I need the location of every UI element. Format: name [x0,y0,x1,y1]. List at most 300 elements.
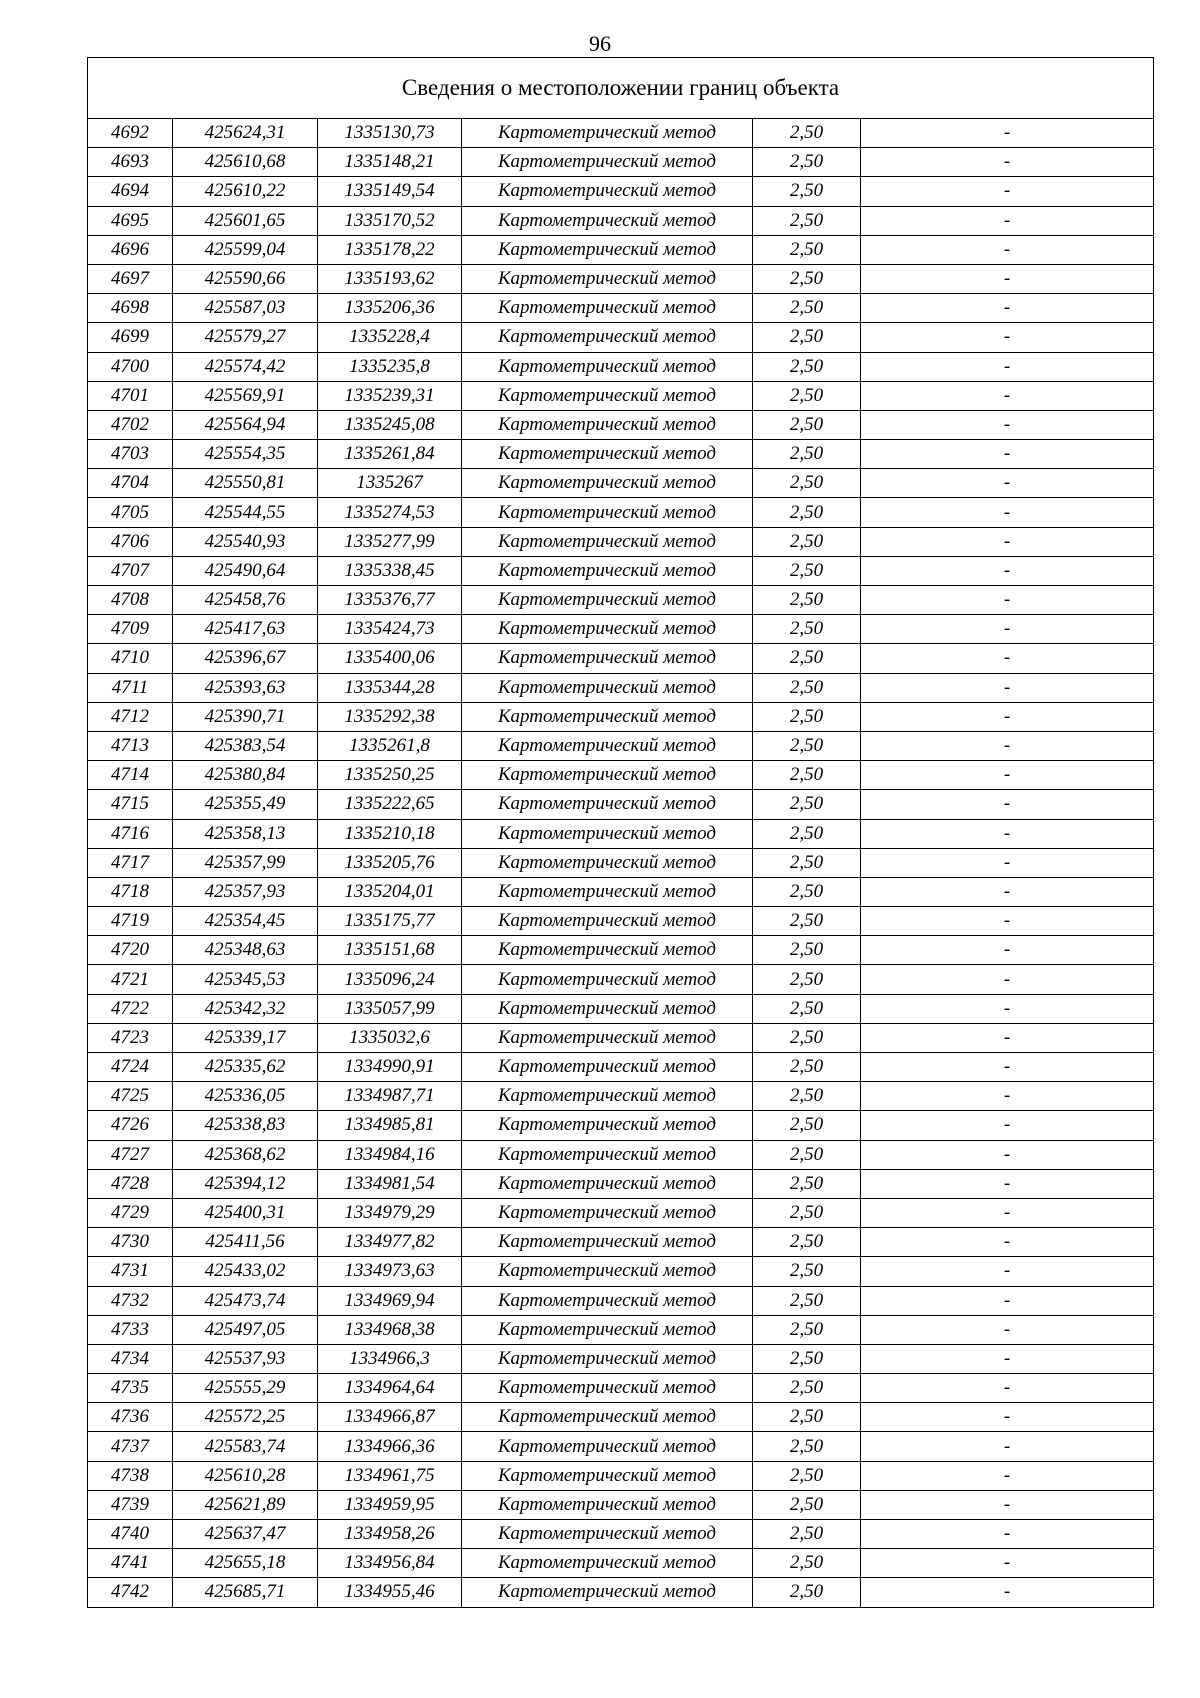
cell-x-coordinate: 425610,28 [173,1461,318,1490]
cell-point-number: 4716 [88,819,173,848]
cell-method: Картометрический метод [462,1228,753,1257]
cell-accuracy: 2,50 [753,644,861,673]
cell-point-number: 4704 [88,469,173,498]
cell-dash: - [861,1549,1154,1578]
table-row [88,702,1154,731]
cell-method: Картометрический метод [462,352,753,381]
cell-point-number: 4702 [88,410,173,439]
table-row [88,1257,1154,1286]
cell-dash: - [861,1169,1154,1198]
cell-dash: - [861,1403,1154,1432]
cell-y-coordinate: 1334969,94 [318,1286,462,1315]
cell-point-number: 4698 [88,294,173,323]
cell-accuracy: 2,50 [753,1344,861,1373]
cell-dash: - [861,177,1154,206]
cell-y-coordinate: 1335057,99 [318,994,462,1023]
cell-y-coordinate: 1335175,77 [318,907,462,936]
cell-point-number: 4711 [88,673,173,702]
table-row [88,119,1154,148]
cell-y-coordinate: 1335178,22 [318,235,462,264]
cell-accuracy: 2,50 [753,352,861,381]
cell-accuracy: 2,50 [753,294,861,323]
cell-x-coordinate: 425685,71 [173,1578,318,1607]
cell-method: Картометрический метод [462,586,753,615]
cell-accuracy: 2,50 [753,731,861,760]
cell-method: Картометрический метод [462,1403,753,1432]
cell-y-coordinate: 1335239,31 [318,381,462,410]
table-row [88,615,1154,644]
cell-x-coordinate: 425380,84 [173,761,318,790]
cell-accuracy: 2,50 [753,1461,861,1490]
table-row [88,556,1154,585]
cell-x-coordinate: 425335,62 [173,1053,318,1082]
cell-method: Картометрический метод [462,206,753,235]
table-row [88,1228,1154,1257]
cell-dash: - [861,1374,1154,1403]
cell-point-number: 4728 [88,1169,173,1198]
cell-dash: - [861,965,1154,994]
boundary-coordinates-table [87,57,1154,1608]
cell-y-coordinate: 1334990,91 [318,1053,462,1082]
cell-point-number: 4723 [88,1023,173,1052]
cell-x-coordinate: 425358,13 [173,819,318,848]
cell-accuracy: 2,50 [753,1140,861,1169]
cell-dash: - [861,907,1154,936]
table-row [88,1315,1154,1344]
cell-accuracy: 2,50 [753,1315,861,1344]
table-row [88,235,1154,264]
table-row [88,936,1154,965]
cell-method: Картометрический метод [462,1257,753,1286]
cell-x-coordinate: 425338,83 [173,1111,318,1140]
table-row [88,1520,1154,1549]
cell-x-coordinate: 425497,05 [173,1315,318,1344]
cell-point-number: 4719 [88,907,173,936]
cell-y-coordinate: 1334966,87 [318,1403,462,1432]
cell-x-coordinate: 425396,67 [173,644,318,673]
cell-dash: - [861,702,1154,731]
cell-accuracy: 2,50 [753,877,861,906]
cell-method: Картометрический метод [462,1198,753,1227]
cell-method: Картометрический метод [462,119,753,148]
table-row [88,177,1154,206]
cell-accuracy: 2,50 [753,1169,861,1198]
cell-y-coordinate: 1334966,36 [318,1432,462,1461]
cell-y-coordinate: 1334968,38 [318,1315,462,1344]
cell-accuracy: 2,50 [753,264,861,293]
cell-dash: - [861,1111,1154,1140]
cell-accuracy: 2,50 [753,761,861,790]
cell-accuracy: 2,50 [753,1228,861,1257]
cell-accuracy: 2,50 [753,994,861,1023]
cell-method: Картометрический метод [462,907,753,936]
cell-x-coordinate: 425490,64 [173,556,318,585]
cell-dash: - [861,1461,1154,1490]
cell-point-number: 4720 [88,936,173,965]
cell-y-coordinate: 1334955,46 [318,1578,462,1607]
table-row [88,731,1154,760]
cell-x-coordinate: 425550,81 [173,469,318,498]
cell-dash: - [861,1228,1154,1257]
cell-point-number: 4710 [88,644,173,673]
cell-method: Картометрический метод [462,731,753,760]
table-row [88,323,1154,352]
cell-y-coordinate: 1335344,28 [318,673,462,702]
cell-x-coordinate: 425473,74 [173,1286,318,1315]
cell-method: Картометрический метод [462,702,753,731]
table-row [88,965,1154,994]
cell-y-coordinate: 1334958,26 [318,1520,462,1549]
cell-point-number: 4736 [88,1403,173,1432]
cell-dash: - [861,994,1154,1023]
cell-method: Картометрический метод [462,440,753,469]
table-row [88,1111,1154,1140]
cell-y-coordinate: 1335261,8 [318,731,462,760]
cell-y-coordinate: 1335338,45 [318,556,462,585]
cell-dash: - [861,527,1154,556]
table-row [88,1344,1154,1373]
cell-dash: - [861,1198,1154,1227]
table-row [88,790,1154,819]
cell-dash: - [861,1315,1154,1344]
table-row [88,761,1154,790]
cell-x-coordinate: 425590,66 [173,264,318,293]
cell-accuracy: 2,50 [753,819,861,848]
cell-accuracy: 2,50 [753,498,861,527]
cell-y-coordinate: 1335148,21 [318,148,462,177]
table-row [88,1082,1154,1111]
cell-y-coordinate: 1335400,06 [318,644,462,673]
cell-dash: - [861,352,1154,381]
cell-x-coordinate: 425624,31 [173,119,318,148]
cell-x-coordinate: 425599,04 [173,235,318,264]
cell-x-coordinate: 425411,56 [173,1228,318,1257]
table-row [88,440,1154,469]
cell-accuracy: 2,50 [753,1257,861,1286]
cell-method: Картометрический метод [462,1315,753,1344]
cell-accuracy: 2,50 [753,1111,861,1140]
cell-x-coordinate: 425355,49 [173,790,318,819]
table-row [88,264,1154,293]
cell-y-coordinate: 1334964,64 [318,1374,462,1403]
cell-point-number: 4699 [88,323,173,352]
cell-point-number: 4707 [88,556,173,585]
cell-method: Картометрический метод [462,527,753,556]
cell-method: Картометрический метод [462,264,753,293]
cell-x-coordinate: 425655,18 [173,1549,318,1578]
cell-method: Картометрический метод [462,615,753,644]
cell-dash: - [861,644,1154,673]
cell-method: Картометрический метод [462,965,753,994]
cell-x-coordinate: 425354,45 [173,907,318,936]
cell-dash: - [861,119,1154,148]
cell-dash: - [861,440,1154,469]
cell-accuracy: 2,50 [753,1374,861,1403]
cell-point-number: 4737 [88,1432,173,1461]
cell-dash: - [861,1490,1154,1519]
table-row [88,469,1154,498]
cell-point-number: 4732 [88,1286,173,1315]
cell-dash: - [861,1286,1154,1315]
cell-method: Картометрический метод [462,1023,753,1052]
cell-y-coordinate: 1335424,73 [318,615,462,644]
table-row [88,381,1154,410]
cell-method: Картометрический метод [462,1082,753,1111]
cell-accuracy: 2,50 [753,586,861,615]
cell-dash: - [861,1432,1154,1461]
cell-point-number: 4692 [88,119,173,148]
cell-y-coordinate: 1335267 [318,469,462,498]
cell-accuracy: 2,50 [753,702,861,731]
cell-accuracy: 2,50 [753,440,861,469]
cell-x-coordinate: 425537,93 [173,1344,318,1373]
cell-point-number: 4739 [88,1490,173,1519]
cell-dash: - [861,877,1154,906]
cell-point-number: 4727 [88,1140,173,1169]
cell-x-coordinate: 425621,89 [173,1490,318,1519]
cell-point-number: 4694 [88,177,173,206]
cell-accuracy: 2,50 [753,527,861,556]
cell-y-coordinate: 1335096,24 [318,965,462,994]
cell-method: Картометрический метод [462,819,753,848]
cell-method: Картометрический метод [462,177,753,206]
cell-accuracy: 2,50 [753,1198,861,1227]
table-row [88,848,1154,877]
table-row [88,1461,1154,1490]
cell-y-coordinate: 1334981,54 [318,1169,462,1198]
cell-point-number: 4726 [88,1111,173,1140]
cell-point-number: 4708 [88,586,173,615]
cell-accuracy: 2,50 [753,1490,861,1519]
table-row [88,1053,1154,1082]
cell-dash: - [861,1140,1154,1169]
cell-dash: - [861,323,1154,352]
cell-y-coordinate: 1334987,71 [318,1082,462,1111]
cell-y-coordinate: 1335170,52 [318,206,462,235]
cell-y-coordinate: 1335292,38 [318,702,462,731]
cell-dash: - [861,848,1154,877]
cell-point-number: 4709 [88,615,173,644]
cell-x-coordinate: 425544,55 [173,498,318,527]
cell-point-number: 4740 [88,1520,173,1549]
cell-method: Картометрический метод [462,761,753,790]
cell-point-number: 4700 [88,352,173,381]
cell-x-coordinate: 425357,93 [173,877,318,906]
cell-dash: - [861,731,1154,760]
table-row [88,907,1154,936]
cell-dash: - [861,1520,1154,1549]
cell-method: Картометрический метод [462,1111,753,1140]
table-row [88,1432,1154,1461]
cell-dash: - [861,556,1154,585]
cell-method: Картометрический метод [462,294,753,323]
cell-point-number: 4718 [88,877,173,906]
cell-x-coordinate: 425342,32 [173,994,318,1023]
table-row [88,1169,1154,1198]
cell-y-coordinate: 1335245,08 [318,410,462,439]
cell-x-coordinate: 425583,74 [173,1432,318,1461]
cell-x-coordinate: 425339,17 [173,1023,318,1052]
cell-accuracy: 2,50 [753,1082,861,1111]
cell-dash: - [861,235,1154,264]
cell-y-coordinate: 1335274,53 [318,498,462,527]
cell-point-number: 4724 [88,1053,173,1082]
cell-x-coordinate: 425393,63 [173,673,318,702]
cell-x-coordinate: 425574,42 [173,352,318,381]
cell-point-number: 4701 [88,381,173,410]
cell-y-coordinate: 1335235,8 [318,352,462,381]
cell-method: Картометрический метод [462,148,753,177]
cell-accuracy: 2,50 [753,1432,861,1461]
cell-x-coordinate: 425433,02 [173,1257,318,1286]
cell-x-coordinate: 425417,63 [173,615,318,644]
cell-method: Картометрический метод [462,323,753,352]
cell-accuracy: 2,50 [753,235,861,264]
cell-y-coordinate: 1334984,16 [318,1140,462,1169]
cell-point-number: 4706 [88,527,173,556]
cell-accuracy: 2,50 [753,1286,861,1315]
cell-dash: - [861,469,1154,498]
cell-method: Картометрический метод [462,1520,753,1549]
cell-point-number: 4721 [88,965,173,994]
cell-y-coordinate: 1335376,77 [318,586,462,615]
cell-dash: - [861,586,1154,615]
cell-y-coordinate: 1335032,6 [318,1023,462,1052]
cell-point-number: 4697 [88,264,173,293]
table-row [88,1578,1154,1607]
cell-point-number: 4717 [88,848,173,877]
cell-y-coordinate: 1335149,54 [318,177,462,206]
table-row [88,206,1154,235]
cell-point-number: 4738 [88,1461,173,1490]
cell-accuracy: 2,50 [753,1053,861,1082]
table-row [88,994,1154,1023]
cell-dash: - [861,1257,1154,1286]
cell-method: Картометрический метод [462,1286,753,1315]
cell-y-coordinate: 1334961,75 [318,1461,462,1490]
cell-x-coordinate: 425610,68 [173,148,318,177]
cell-method: Картометрический метод [462,1432,753,1461]
cell-y-coordinate: 1335151,68 [318,936,462,965]
table-row [88,148,1154,177]
table-row [88,1286,1154,1315]
table-body [88,119,1154,1608]
cell-point-number: 4712 [88,702,173,731]
cell-method: Картометрический метод [462,1549,753,1578]
cell-accuracy: 2,50 [753,381,861,410]
table-row [88,1374,1154,1403]
cell-dash: - [861,1344,1154,1373]
cell-x-coordinate: 425540,93 [173,527,318,556]
table-row [88,877,1154,906]
cell-dash: - [861,790,1154,819]
cell-y-coordinate: 1334977,82 [318,1228,462,1257]
cell-accuracy: 2,50 [753,119,861,148]
cell-y-coordinate: 1334973,63 [318,1257,462,1286]
cell-method: Картометрический метод [462,235,753,264]
cell-accuracy: 2,50 [753,1520,861,1549]
table-row [88,1198,1154,1227]
cell-y-coordinate: 1334956,84 [318,1549,462,1578]
cell-point-number: 4741 [88,1549,173,1578]
cell-x-coordinate: 425564,94 [173,410,318,439]
cell-point-number: 4733 [88,1315,173,1344]
cell-point-number: 4725 [88,1082,173,1111]
table-title-row [88,58,1154,119]
table-row [88,294,1154,323]
cell-method: Картометрический метод [462,877,753,906]
cell-point-number: 4695 [88,206,173,235]
cell-x-coordinate: 425345,53 [173,965,318,994]
cell-dash: - [861,206,1154,235]
cell-accuracy: 2,50 [753,323,861,352]
cell-x-coordinate: 425579,27 [173,323,318,352]
cell-y-coordinate: 1335206,36 [318,294,462,323]
cell-dash: - [861,1023,1154,1052]
cell-accuracy: 2,50 [753,790,861,819]
cell-dash: - [861,936,1154,965]
cell-y-coordinate: 1335222,65 [318,790,462,819]
cell-method: Картометрический метод [462,1344,753,1373]
cell-dash: - [861,381,1154,410]
cell-point-number: 4705 [88,498,173,527]
cell-dash: - [861,615,1154,644]
cell-dash: - [861,498,1154,527]
cell-x-coordinate: 425383,54 [173,731,318,760]
table-title: Сведения о местоположении границ объекта [88,58,1154,119]
table-row [88,1549,1154,1578]
cell-x-coordinate: 425610,22 [173,177,318,206]
cell-point-number: 4734 [88,1344,173,1373]
cell-dash: - [861,1053,1154,1082]
cell-point-number: 4713 [88,731,173,760]
cell-x-coordinate: 425368,62 [173,1140,318,1169]
cell-dash: - [861,761,1154,790]
cell-accuracy: 2,50 [753,848,861,877]
cell-method: Картометрический метод [462,556,753,585]
cell-accuracy: 2,50 [753,673,861,702]
cell-y-coordinate: 1335205,76 [318,848,462,877]
table-row [88,498,1154,527]
cell-accuracy: 2,50 [753,1023,861,1052]
cell-method: Картометрический метод [462,1461,753,1490]
cell-accuracy: 2,50 [753,907,861,936]
cell-accuracy: 2,50 [753,556,861,585]
cell-method: Картометрический метод [462,936,753,965]
cell-y-coordinate: 1335210,18 [318,819,462,848]
cell-x-coordinate: 425390,71 [173,702,318,731]
cell-x-coordinate: 425601,65 [173,206,318,235]
cell-point-number: 4715 [88,790,173,819]
cell-method: Картометрический метод [462,469,753,498]
cell-method: Картометрический метод [462,381,753,410]
cell-x-coordinate: 425637,47 [173,1520,318,1549]
cell-method: Картометрический метод [462,498,753,527]
page-number: 96 [589,31,611,56]
cell-method: Картометрический метод [462,1374,753,1403]
cell-x-coordinate: 425555,29 [173,1374,318,1403]
cell-method: Картометрический метод [462,644,753,673]
cell-accuracy: 2,50 [753,177,861,206]
cell-point-number: 4731 [88,1257,173,1286]
table-row [88,819,1154,848]
table-row [88,644,1154,673]
cell-accuracy: 2,50 [753,206,861,235]
cell-accuracy: 2,50 [753,936,861,965]
cell-x-coordinate: 425587,03 [173,294,318,323]
cell-y-coordinate: 1335250,25 [318,761,462,790]
cell-point-number: 4730 [88,1228,173,1257]
